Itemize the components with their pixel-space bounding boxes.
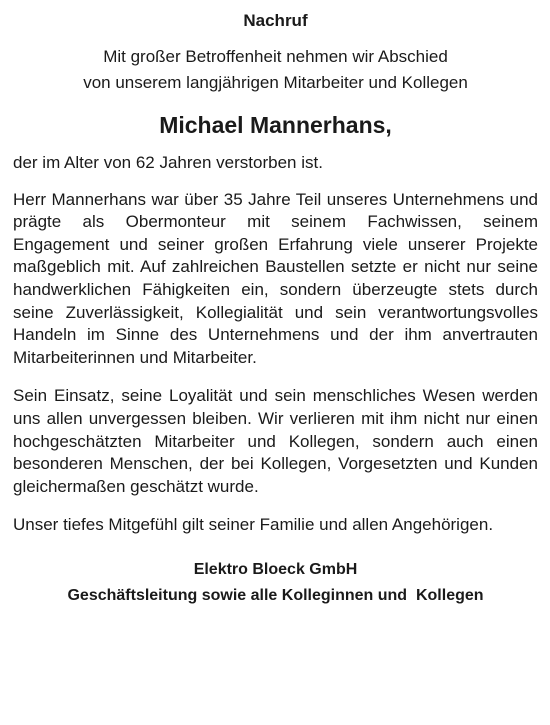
signature-block bbox=[13, 557, 538, 609]
paragraph-condolence: Unser tiefes Mitgefühl gilt seiner Familie und allen Angehörigen. bbox=[13, 515, 494, 535]
intro-line-2: von unserem langjährigen Mitarbeiter und Kollegen bbox=[83, 73, 468, 92]
deceased-name: Michael Mannerhans, bbox=[159, 112, 392, 138]
signatories: Geschäftsleitung sowie alle Kolleginnen und Kollegen bbox=[67, 586, 484, 604]
paragraph-remembrance: Sein Einsatz, seine Loyalität und sein menschliches Wesen werden uns allen unvergessen bleiben. Wir verlieren mit ihm nicht nur einen hochgeschätzten Mitarbeiter und Kollegen, sondern auch einen besonderen Menschen, der bei Kollegen, Vorgesetzten und Kunden gleichermaßen geschätzt wurde. bbox=[13, 386, 538, 496]
intro-line-1: Mit großer Betroffenheit nehmen wir Abschied bbox=[103, 47, 448, 66]
age-line: der im Alter von 62 Jahren verstorben ist. bbox=[13, 153, 323, 172]
notice-heading: Nachruf bbox=[243, 11, 308, 30]
paragraph-career: Herr Mannerhans war über 35 Jahre Teil unseres Unternehmens und prägte als Obermonteur mit seinem Fachwissen, seinem Engagement und seiner großen Erfahrung viele unserer Projekte maßgeblich mit. Auf zahlreichen Baustellen setzte er nicht nur seine handwerklichen Fähigkeiten ein, sondern überzeugte stets durch seine Zuverlässigkeit, Kollegialität und sein verantwortungsvolles Handeln im Sinne des Unternehmens und der ihm anvertrauten Mitarbeiterinnen und Mitarbeiter. bbox=[13, 189, 538, 367]
company-name: Elektro Bloeck GmbH bbox=[193, 560, 358, 578]
